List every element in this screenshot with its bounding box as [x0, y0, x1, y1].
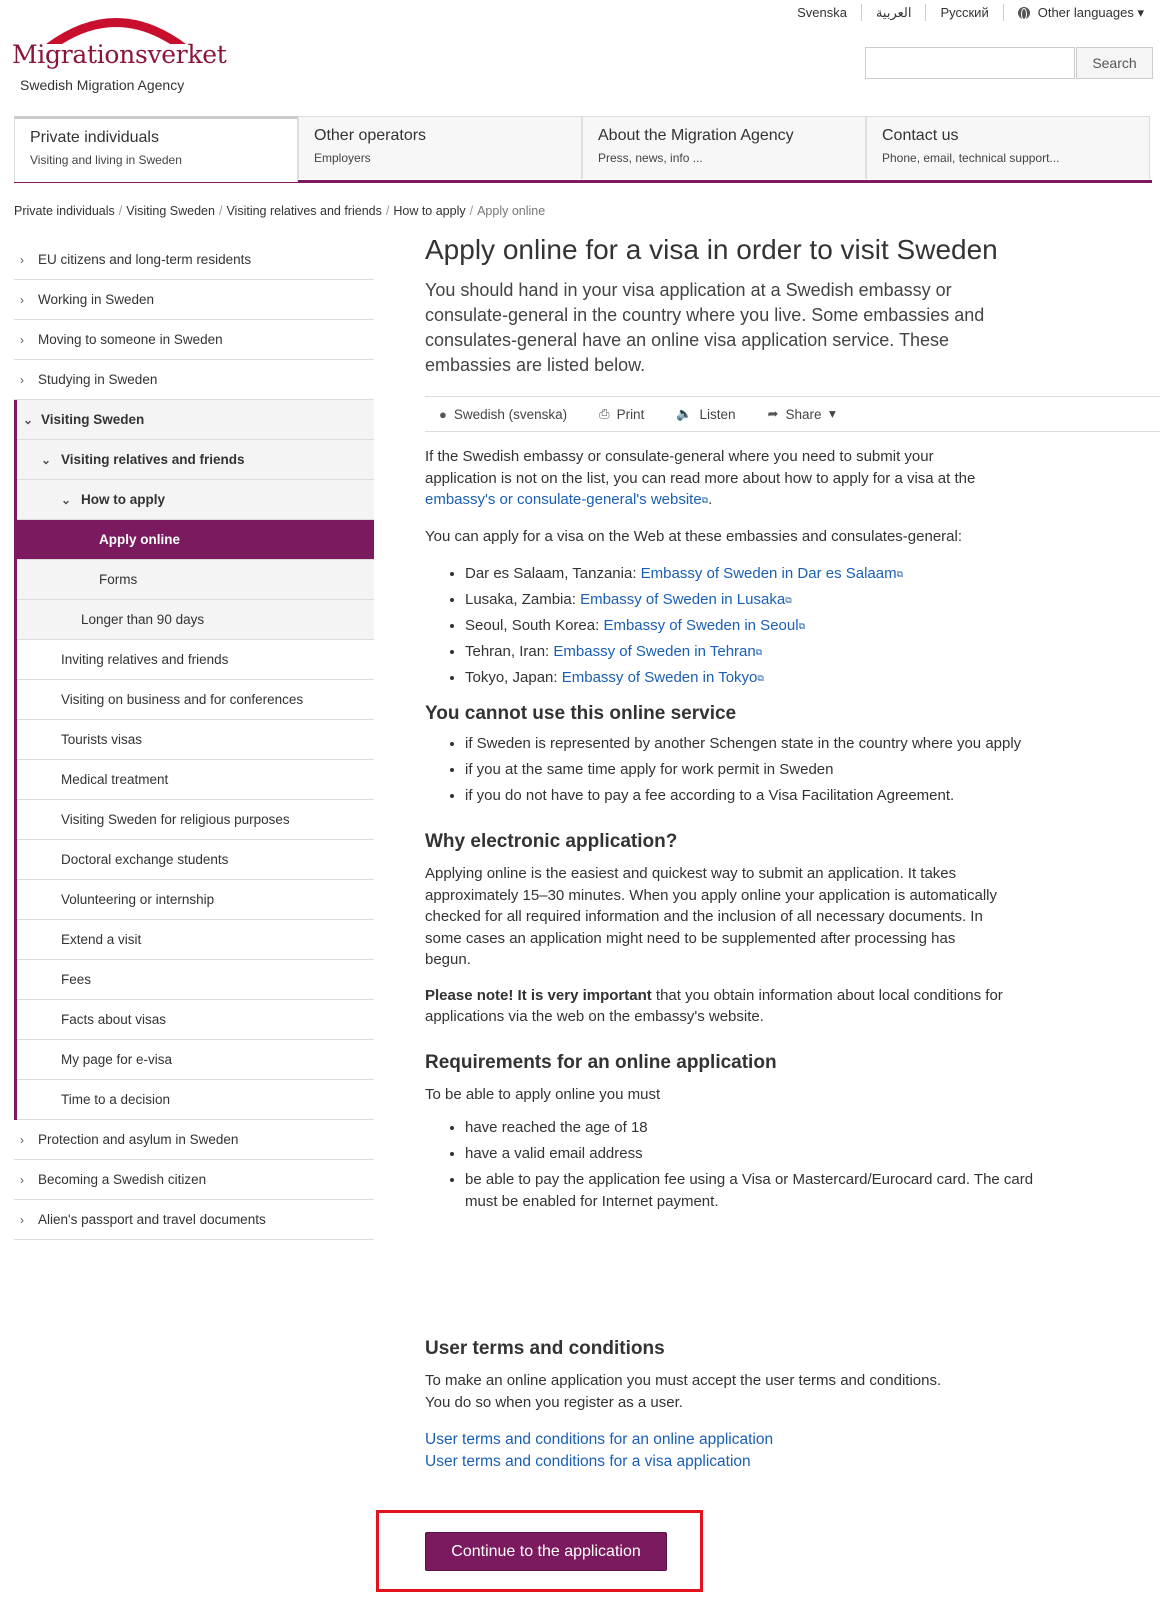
- list-item: • Seoul, South Korea: Embassy of Sweden in Seoul⧉: [465, 613, 1160, 639]
- sidebar-item[interactable]: › Alien's passport and travel documents: [14, 1200, 374, 1240]
- page-toolbar: [425, 396, 1160, 432]
- terms-online-link[interactable]: User terms and conditions for an online application: [425, 1431, 774, 1448]
- embassy-link[interactable]: Embassy of Sweden in Dar es Salaam: [640, 565, 897, 582]
- list-item: • if you do not have to pay a fee according to a Visa Facilitation Agreement.: [465, 785, 1035, 807]
- sidebar-item[interactable]: Extend a visit: [17, 920, 374, 960]
- external-link-icon: ⧉: [755, 647, 763, 657]
- section-heading: You cannot use this online service: [425, 703, 737, 724]
- chevron-right-icon: ›: [20, 1213, 24, 1227]
- breadcrumb-link[interactable]: How to apply: [393, 204, 466, 218]
- tab-other-operators[interactable]: [298, 116, 582, 179]
- sidebar-item[interactable]: › Protection and asylum in Sweden: [14, 1120, 374, 1160]
- tab-subtitle: Employers: [314, 151, 371, 165]
- content-cutoff: [420, 1247, 1160, 1307]
- page-intro: You should hand in your visa application at a Swedish embassy or consulate-general in the country where you live. Some embassies and consulates-general have an online visa application service. These embassies are listed below.: [425, 280, 985, 375]
- chevron-right-icon: ›: [20, 1173, 24, 1187]
- share-button[interactable]: ➦ Share ▾: [767, 406, 836, 422]
- speaker-icon: 🔈: [676, 406, 693, 421]
- tab-subtitle: Press, news, info ...: [598, 151, 703, 165]
- tab-title: About the Migration Agency: [598, 127, 794, 144]
- list-item: • if you at the same time apply for work permit in Sweden: [465, 759, 1035, 781]
- sidebar-item[interactable]: Medical treatment: [17, 760, 374, 800]
- listen-button[interactable]: 🔈 Listen: [676, 406, 736, 422]
- sidebar-item-visiting-relatives[interactable]: ⌄ Visiting relatives and friends: [17, 440, 374, 480]
- language-bar: [783, 4, 1144, 21]
- main-navigation: [14, 116, 1152, 183]
- caret-down-icon: ▾: [829, 406, 836, 421]
- external-link-icon: ⧉: [896, 569, 904, 579]
- list-item: • have a valid email address: [465, 1143, 1035, 1165]
- globe-icon: ●: [439, 406, 447, 422]
- chevron-right-icon: ›: [20, 333, 24, 347]
- breadcrumb-link[interactable]: Visiting Sweden: [126, 204, 215, 218]
- caret-down-icon: ▾: [1137, 5, 1144, 20]
- sidebar-active-branch: [14, 400, 374, 1120]
- list-item: • Tokyo, Japan: Embassy of Sweden in Tokyo⧉: [465, 665, 1160, 691]
- share-icon: ➦: [767, 406, 779, 421]
- page-title: Apply online for a visa in order to visit Sweden: [425, 234, 998, 265]
- lang-svenska[interactable]: Svenska: [783, 4, 862, 21]
- other-languages-label: Other languages: [1037, 5, 1134, 20]
- sidebar-item[interactable]: › Working in Sweden: [14, 280, 374, 320]
- cannot-list: [425, 733, 1035, 807]
- paragraph: To make an online application you must accept the user terms and conditions. You do so when you register as a user.: [425, 1372, 942, 1411]
- embassy-link[interactable]: Embassy of Sweden in Seoul: [603, 617, 799, 634]
- sidebar-item-apply-online[interactable]: Apply online: [17, 520, 374, 560]
- tab-subtitle: Phone, email, technical support...: [882, 151, 1060, 165]
- terms-section: [425, 1338, 1125, 1472]
- sidebar-item-longer[interactable]: Longer than 90 days: [17, 600, 374, 640]
- breadcrumb: Private individuals / Visiting Sweden / Visiting relatives and friends / How to apply / Apply online: [14, 204, 546, 218]
- main-content: [425, 232, 1160, 1217]
- embassy-link[interactable]: Embassy of Sweden in Lusaka: [580, 591, 786, 608]
- sidebar-item[interactable]: Doctoral exchange students: [17, 840, 374, 880]
- chevron-right-icon: ›: [20, 1133, 24, 1147]
- paragraph: You can apply for a visa on the Web at these embassies and consulates-general:: [425, 527, 963, 545]
- paragraph: Please note! It is very important that you obtain information about local conditions for applications via the web on the embassy's website.: [425, 986, 1003, 1025]
- search-button[interactable]: Search: [1076, 47, 1153, 79]
- sidebar-item[interactable]: Fees: [17, 960, 374, 1000]
- sidebar-item[interactable]: › Studying in Sweden: [14, 360, 374, 400]
- lang-arabic[interactable]: العربية: [862, 4, 927, 21]
- site-logo[interactable]: [12, 4, 227, 96]
- continue-button[interactable]: Continue to the application: [425, 1532, 667, 1571]
- chevron-right-icon: ›: [20, 253, 24, 267]
- list-item: • Tehran, Iran: Embassy of Sweden in Tehran⧉: [465, 639, 1160, 665]
- logo-subtitle: Swedish Migration Agency: [20, 77, 185, 93]
- paragraph: Applying online is the easiest and quickest way to submit an application. It takes approximately 15–30 minutes. When you apply online your application is automatically checked for all required information and the inclusion of all necessary documents. In some cases an application might need to be supplemented after processing has begun.: [425, 865, 997, 968]
- list-item: • Lusaka, Zambia: Embassy of Sweden in Lusaka⧉: [465, 587, 1160, 613]
- sidebar-item[interactable]: › Becoming a Swedish citizen: [14, 1160, 374, 1200]
- section-heading: Why electronic application?: [425, 831, 678, 852]
- sidebar-item[interactable]: Tourists visas: [17, 720, 374, 760]
- embassy-link[interactable]: Embassy of Sweden in Tokyo: [561, 669, 758, 686]
- breadcrumb-link[interactable]: Visiting relatives and friends: [226, 204, 382, 218]
- tab-private-individuals[interactable]: [14, 116, 298, 182]
- tab-contact[interactable]: [866, 116, 1150, 179]
- section-heading: User terms and conditions: [425, 1338, 665, 1359]
- tab-about[interactable]: [582, 116, 866, 179]
- sidebar-item[interactable]: Time to a decision: [17, 1080, 374, 1120]
- paragraph: If the Swedish embassy or consulate-general where you need to submit your application is not on the list, you can read more about how to apply for a visa at the embassy's or consulate-general's website⧉.: [425, 448, 976, 508]
- terms-links: [425, 1429, 1125, 1472]
- sidebar-item-forms[interactable]: Forms: [17, 560, 374, 600]
- lang-russian[interactable]: Русский: [926, 4, 1003, 21]
- sidebar-item-how-to-apply[interactable]: ⌄ How to apply: [17, 480, 374, 520]
- search-input[interactable]: [865, 47, 1075, 79]
- breadcrumb-link[interactable]: Private individuals: [14, 204, 115, 218]
- paragraph: To be able to apply online you must: [425, 1085, 661, 1103]
- chevron-down-icon: ⌄: [61, 493, 72, 507]
- sidebar-nav: [14, 240, 374, 1240]
- tab-title: Private individuals: [30, 129, 159, 146]
- breadcrumb-current: Apply online: [477, 204, 546, 218]
- embassy-link[interactable]: Embassy of Sweden in Tehran: [553, 643, 756, 660]
- chevron-right-icon: ›: [20, 373, 24, 387]
- other-languages-menu[interactable]: [1004, 4, 1144, 21]
- external-link-icon: ⧉: [757, 673, 764, 683]
- tab-subtitle: Visiting and living in Sweden: [30, 153, 182, 167]
- sidebar-item[interactable]: Visiting Sweden for religious purposes: [17, 800, 374, 840]
- logo-text: Migrationsverket: [12, 40, 227, 69]
- sidebar-item[interactable]: Volunteering or internship: [17, 880, 374, 920]
- sidebar-item[interactable]: › Moving to someone in Sweden: [14, 320, 374, 360]
- requirements-list: [425, 1117, 1035, 1213]
- sidebar-item[interactable]: My page for e-visa: [17, 1040, 374, 1080]
- printer-icon: ⎙: [599, 406, 610, 421]
- language-tool[interactable]: ● Swedish (svenska): [439, 406, 568, 422]
- sidebar-item-visiting-sweden[interactable]: ⌄ Visiting Sweden: [17, 400, 374, 440]
- tab-title: Contact us: [882, 127, 959, 144]
- sidebar-item[interactable]: › EU citizens and long-term residents: [14, 240, 374, 280]
- sidebar-item[interactable]: Facts about visas: [17, 1000, 374, 1040]
- list-item: • if Sweden is represented by another Schengen state in the country where you apply: [465, 733, 1035, 755]
- globe-icon: [1018, 7, 1030, 19]
- print-button[interactable]: ⎙ Print: [599, 406, 645, 422]
- chevron-down-icon: ⌄: [41, 453, 52, 467]
- list-item: • be able to pay the application fee using a Visa or Mastercard/Eurocard card. The card must be enabled for Internet payment.: [465, 1169, 1035, 1213]
- list-item: • have reached the age of 18: [465, 1117, 1035, 1139]
- tab-title: Other operators: [314, 127, 427, 144]
- external-link-icon: ⧉: [798, 621, 805, 631]
- chevron-right-icon: ›: [20, 293, 24, 307]
- external-link-icon: ⧉: [701, 495, 709, 505]
- list-item: • Dar es Salaam, Tanzania: Embassy of Sweden in Dar es Salaam⧉: [465, 561, 1160, 587]
- section-heading: Requirements for an online application: [425, 1051, 777, 1073]
- embassy-website-link[interactable]: embassy's or consulate-general's website: [425, 491, 702, 508]
- chevron-down-icon: ⌄: [23, 413, 34, 427]
- terms-visa-link[interactable]: User terms and conditions for a visa application: [425, 1452, 751, 1470]
- sidebar-item[interactable]: Visiting on business and for conferences: [17, 680, 374, 720]
- external-link-icon: ⧉: [785, 595, 792, 605]
- embassy-list: [425, 561, 1160, 691]
- sidebar-item[interactable]: Inviting relatives and friends: [17, 640, 374, 680]
